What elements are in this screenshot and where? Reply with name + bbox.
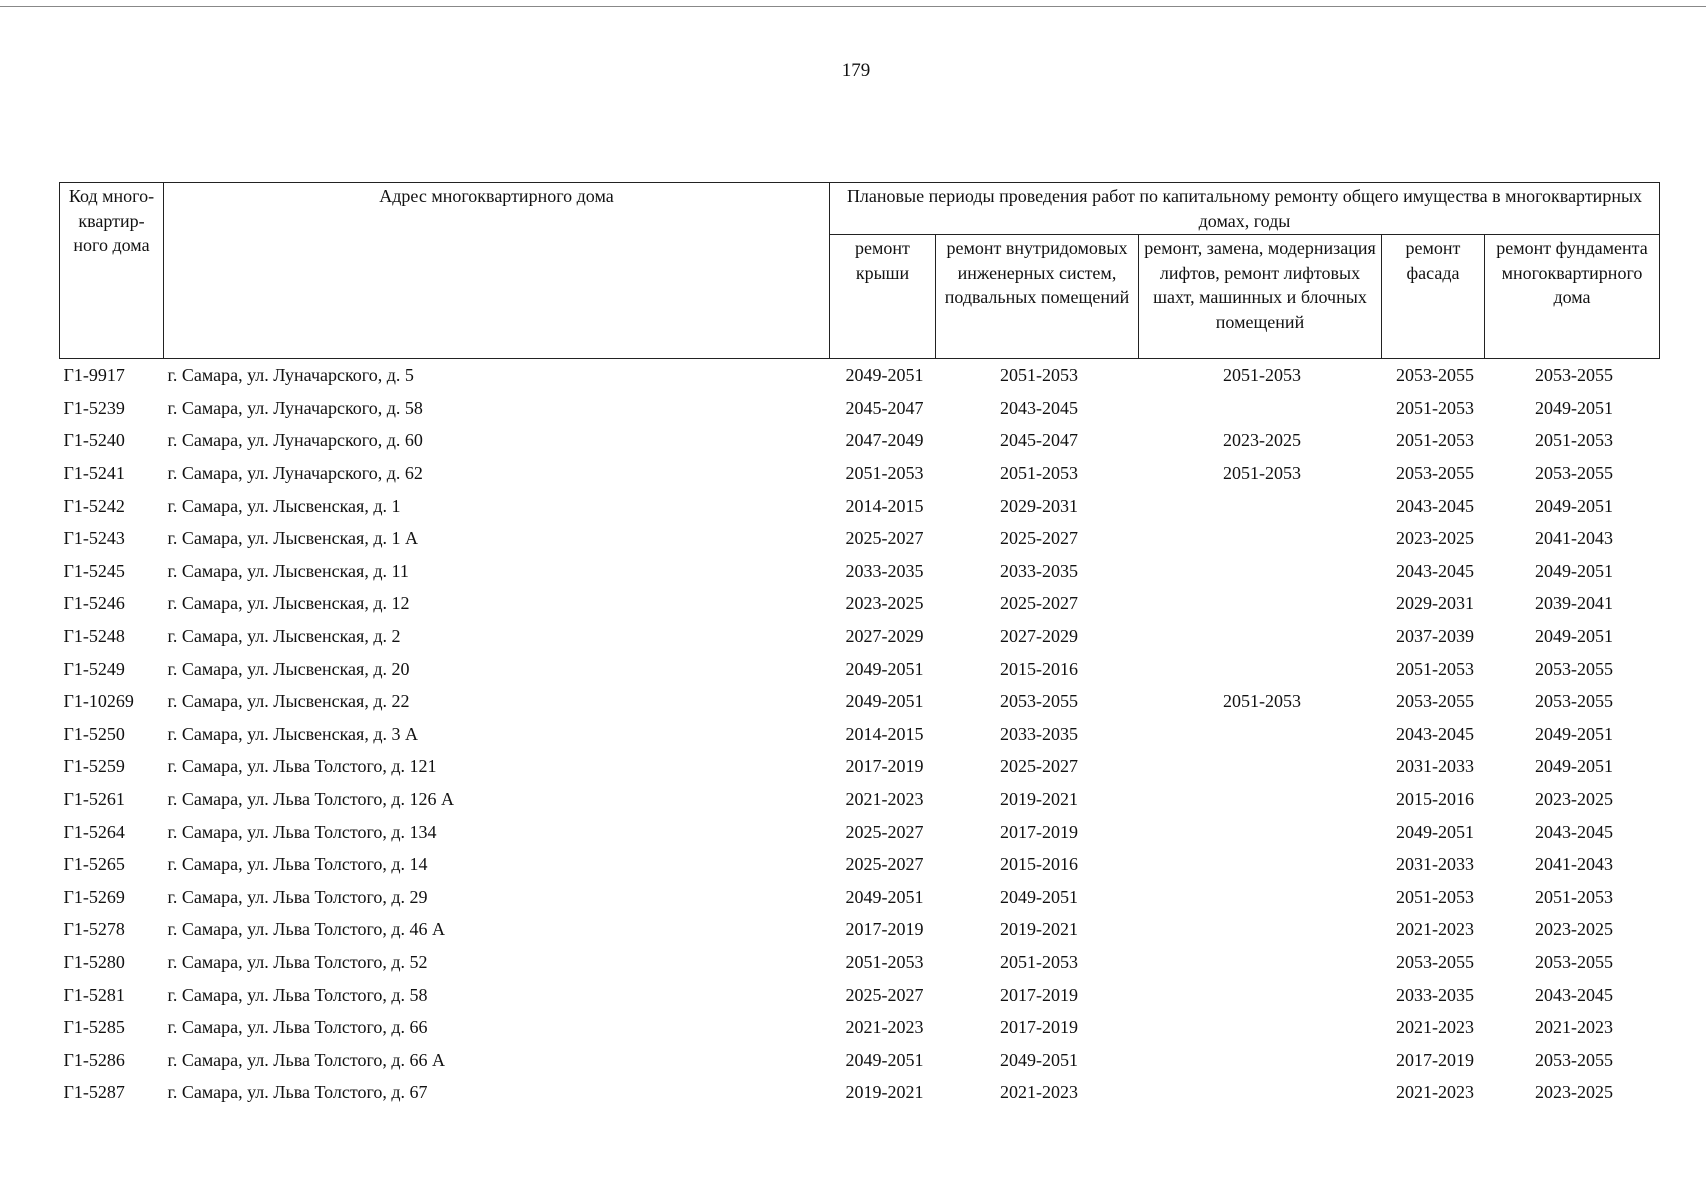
cell-foundation: 2023-2025	[1535, 919, 1613, 940]
cell-code: Г1-5269	[63, 886, 125, 907]
header-facade: ремонт фасада	[1382, 235, 1485, 359]
cell-roof: 2049-2051	[845, 365, 924, 386]
cell-facade: 2029-2031	[1396, 593, 1474, 614]
cell-roof: 2049-2051	[845, 1049, 924, 1070]
cell-roof: 2047-2049	[845, 430, 924, 451]
cell-code: Г1-5285	[63, 1017, 125, 1038]
cell-systems: 2025-2027	[1000, 593, 1078, 614]
cell-roof: 2017-2019	[845, 756, 924, 777]
cell-systems: 2019-2021	[1000, 919, 1078, 940]
cell-facade: 2015-2016	[1396, 789, 1474, 810]
cell-lifts	[1139, 587, 1382, 620]
cell-address: г. Самара, ул. Льва Толстого, д. 58	[167, 984, 428, 1005]
cell-lifts	[1139, 848, 1382, 881]
cell-address: г. Самара, ул. Льва Толстого, д. 67	[167, 1082, 428, 1103]
cell-roof: 2023-2025	[845, 593, 924, 614]
table-row	[60, 392, 1660, 425]
cell-systems: 2015-2016	[1000, 658, 1078, 679]
capital-repair-schedule-table	[59, 182, 1660, 1109]
table-row	[60, 424, 1660, 457]
cell-systems: 2017-2019	[1000, 1017, 1078, 1038]
cell-systems: 2027-2029	[1000, 626, 1078, 647]
cell-code: Г1-5287	[63, 1082, 125, 1103]
cell-address: г. Самара, ул. Льва Толстого, д. 66 А	[167, 1049, 446, 1070]
cell-lifts	[1139, 718, 1382, 751]
cell-lifts	[1139, 620, 1382, 653]
table-row	[60, 881, 1660, 914]
cell-address: г. Самара, ул. Лысвенская, д. 2	[167, 626, 401, 647]
cell-lifts: 2051-2053	[1223, 365, 1301, 386]
cell-code: Г1-5239	[63, 397, 125, 418]
cell-systems: 2051-2053	[1000, 463, 1078, 484]
cell-systems: 2033-2035	[1000, 723, 1078, 744]
cell-lifts	[1139, 815, 1382, 848]
cell-lifts	[1139, 392, 1382, 425]
cell-address: г. Самара, ул. Лысвенская, д. 1	[167, 495, 401, 516]
cell-roof: 2049-2051	[845, 691, 924, 712]
table-row	[60, 359, 1660, 392]
table-row	[60, 913, 1660, 946]
cell-lifts: 2051-2053	[1223, 691, 1301, 712]
cell-roof: 2017-2019	[845, 919, 924, 940]
cell-systems: 2045-2047	[1000, 430, 1078, 451]
cell-foundation: 2051-2053	[1535, 886, 1613, 907]
cell-facade: 2023-2025	[1396, 528, 1474, 549]
cell-lifts: 2051-2053	[1223, 463, 1301, 484]
table-row	[60, 457, 1660, 490]
header-roof: ремонт крыши	[830, 235, 936, 359]
cell-roof: 2025-2027	[845, 854, 924, 875]
cell-roof: 2025-2027	[845, 984, 924, 1005]
table-row	[60, 587, 1660, 620]
cell-address: г. Самара, ул. Луначарского, д. 58	[167, 397, 423, 418]
cell-code: Г1-5246	[63, 593, 125, 614]
cell-foundation: 2053-2055	[1535, 463, 1613, 484]
cell-foundation: 2053-2055	[1535, 951, 1613, 972]
cell-roof: 2019-2021	[845, 1082, 924, 1103]
cell-code: Г1-5250	[63, 723, 125, 744]
cell-roof: 2014-2015	[845, 495, 924, 516]
cell-roof: 2021-2023	[845, 789, 924, 810]
cell-systems: 2025-2027	[1000, 756, 1078, 777]
cell-address: г. Самара, ул. Льва Толстого, д. 66	[167, 1017, 428, 1038]
cell-lifts	[1139, 913, 1382, 946]
cell-lifts	[1139, 489, 1382, 522]
cell-facade: 2051-2053	[1396, 430, 1474, 451]
header-code: Код много-квартир-ного дома	[60, 183, 164, 359]
top-rule	[0, 6, 1706, 7]
cell-roof: 2021-2023	[845, 1017, 924, 1038]
cell-facade: 2021-2023	[1396, 1017, 1474, 1038]
cell-code: Г1-5245	[63, 560, 125, 581]
cell-address: г. Самара, ул. Лысвенская, д. 11	[167, 560, 409, 581]
cell-code: Г1-5242	[63, 495, 125, 516]
cell-lifts	[1139, 946, 1382, 979]
cell-facade: 2021-2023	[1396, 1082, 1474, 1103]
cell-foundation: 2049-2051	[1535, 397, 1613, 418]
cell-foundation: 2051-2053	[1535, 430, 1613, 451]
cell-roof: 2051-2053	[845, 463, 924, 484]
cell-facade: 2053-2055	[1396, 365, 1474, 386]
cell-facade: 2053-2055	[1396, 463, 1474, 484]
cell-code: Г1-5241	[63, 463, 125, 484]
cell-foundation: 2053-2055	[1535, 1049, 1613, 1070]
cell-address: г. Самара, ул. Лысвенская, д. 12	[167, 593, 410, 614]
cell-facade: 2037-2039	[1396, 626, 1474, 647]
cell-roof: 2025-2027	[845, 821, 924, 842]
table-body	[60, 359, 1660, 1109]
cell-foundation: 2021-2023	[1535, 1017, 1613, 1038]
cell-code: Г1-5264	[63, 821, 125, 842]
cell-code: Г1-5278	[63, 919, 125, 940]
cell-lifts	[1139, 522, 1382, 555]
table-row	[60, 555, 1660, 588]
table-row	[60, 1076, 1660, 1109]
table-row	[60, 652, 1660, 685]
cell-systems: 2029-2031	[1000, 495, 1078, 516]
cell-lifts	[1139, 555, 1382, 588]
cell-facade: 2043-2045	[1396, 495, 1474, 516]
cell-facade: 2051-2053	[1396, 658, 1474, 679]
cell-systems: 2051-2053	[1000, 951, 1078, 972]
cell-code: Г1-9917	[63, 365, 125, 386]
cell-systems: 2043-2045	[1000, 397, 1078, 418]
table-row	[60, 522, 1660, 555]
header-foundation: ремонт фундамента многоквартирного дома	[1485, 235, 1660, 359]
cell-roof: 2051-2053	[845, 951, 924, 972]
cell-address: г. Самара, ул. Льва Толстого, д. 121	[167, 756, 437, 777]
cell-systems: 2051-2053	[1000, 365, 1078, 386]
table-row	[60, 489, 1660, 522]
cell-address: г. Самара, ул. Луначарского, д. 62	[167, 463, 423, 484]
cell-systems: 2025-2027	[1000, 528, 1078, 549]
cell-code: Г1-5261	[63, 789, 125, 810]
cell-foundation: 2043-2045	[1535, 821, 1613, 842]
cell-roof: 2045-2047	[845, 397, 924, 418]
cell-facade: 2053-2055	[1396, 691, 1474, 712]
cell-lifts	[1139, 1043, 1382, 1076]
cell-systems: 2017-2019	[1000, 821, 1078, 842]
table-row	[60, 815, 1660, 848]
cell-roof: 2025-2027	[845, 528, 924, 549]
cell-facade: 2049-2051	[1396, 821, 1474, 842]
cell-foundation: 2053-2055	[1535, 365, 1613, 386]
cell-systems: 2033-2035	[1000, 560, 1078, 581]
cell-systems: 2049-2051	[1000, 1049, 1078, 1070]
table-row	[60, 946, 1660, 979]
cell-address: г. Самара, ул. Луначарского, д. 60	[167, 430, 423, 451]
cell-foundation: 2049-2051	[1535, 560, 1613, 581]
cell-foundation: 2023-2025	[1535, 789, 1613, 810]
cell-systems: 2049-2051	[1000, 886, 1078, 907]
cell-address: г. Самара, ул. Льва Толстого, д. 46 А	[167, 919, 446, 940]
cell-foundation: 2041-2043	[1535, 854, 1613, 875]
cell-code: Г1-5281	[63, 984, 125, 1005]
table-row	[60, 1011, 1660, 1044]
cell-facade: 2053-2055	[1396, 951, 1474, 972]
header-lifts: ремонт, замена, модернизация лифтов, ремонт лифтовых шахт, машинных и блочных помещений	[1139, 235, 1382, 359]
table-row	[60, 783, 1660, 816]
cell-address: г. Самара, ул. Лысвенская, д. 1 А	[167, 528, 418, 549]
cell-lifts: 2023-2025	[1223, 430, 1301, 451]
table-row	[60, 620, 1660, 653]
cell-foundation: 2049-2051	[1535, 756, 1613, 777]
cell-facade: 2051-2053	[1396, 397, 1474, 418]
cell-systems: 2015-2016	[1000, 854, 1078, 875]
cell-lifts	[1139, 978, 1382, 1011]
cell-code: Г1-5286	[63, 1049, 125, 1070]
cell-roof: 2033-2035	[845, 560, 924, 581]
cell-lifts	[1139, 1011, 1382, 1044]
cell-facade: 2031-2033	[1396, 854, 1474, 875]
cell-foundation: 2053-2055	[1535, 658, 1613, 679]
cell-lifts	[1139, 783, 1382, 816]
cell-roof: 2014-2015	[845, 723, 924, 744]
cell-code: Г1-5265	[63, 854, 125, 875]
table-row	[60, 718, 1660, 751]
cell-code: Г1-5248	[63, 626, 125, 647]
cell-foundation: 2053-2055	[1535, 691, 1613, 712]
cell-address: г. Самара, ул. Льва Толстого, д. 29	[167, 886, 428, 907]
cell-facade: 2043-2045	[1396, 723, 1474, 744]
cell-roof: 2027-2029	[845, 626, 924, 647]
cell-facade: 2031-2033	[1396, 756, 1474, 777]
cell-address: г. Самара, ул. Льва Толстого, д. 134	[167, 821, 437, 842]
cell-facade: 2043-2045	[1396, 560, 1474, 581]
cell-foundation: 2043-2045	[1535, 984, 1613, 1005]
cell-foundation: 2049-2051	[1535, 495, 1613, 516]
cell-facade: 2051-2053	[1396, 886, 1474, 907]
cell-roof: 2049-2051	[845, 658, 924, 679]
cell-address: г. Самара, ул. Лысвенская, д. 22	[167, 691, 410, 712]
table-row	[60, 978, 1660, 1011]
cell-systems: 2017-2019	[1000, 984, 1078, 1005]
cell-address: г. Самара, ул. Лысвенская, д. 3 А	[167, 723, 418, 744]
cell-systems: 2053-2055	[1000, 691, 1078, 712]
cell-roof: 2049-2051	[845, 886, 924, 907]
cell-address: г. Самара, ул. Льва Толстого, д. 126 А	[167, 789, 455, 810]
cell-address: г. Самара, ул. Льва Толстого, д. 14	[167, 854, 428, 875]
header-address: Адрес многоквартирного дома	[164, 183, 830, 359]
cell-facade: 2017-2019	[1396, 1049, 1474, 1070]
cell-code: Г1-5243	[63, 528, 125, 549]
cell-lifts	[1139, 652, 1382, 685]
cell-code: Г1-5240	[63, 430, 125, 451]
cell-foundation: 2039-2041	[1535, 593, 1613, 614]
cell-foundation: 2049-2051	[1535, 626, 1613, 647]
cell-code: Г1-5259	[63, 756, 125, 777]
table-row	[60, 848, 1660, 881]
table-row	[60, 750, 1660, 783]
header-group: Плановые периоды проведения работ по капитальному ремонту общего имущества в многоквартирных домах, годы	[830, 183, 1660, 235]
cell-lifts	[1139, 1076, 1382, 1109]
page-number: 179	[841, 60, 871, 81]
cell-foundation: 2041-2043	[1535, 528, 1613, 549]
header-systems: ремонт внутридомовых инженерных систем, подвальных помещений	[936, 235, 1139, 359]
cell-code: Г1-5249	[63, 658, 125, 679]
cell-facade: 2021-2023	[1396, 919, 1474, 940]
cell-address: г. Самара, ул. Льва Толстого, д. 52	[167, 951, 428, 972]
cell-code: Г1-10269	[63, 691, 134, 712]
cell-systems: 2021-2023	[1000, 1082, 1078, 1103]
cell-address: г. Самара, ул. Луначарского, д. 5	[167, 365, 414, 386]
cell-address: г. Самара, ул. Лысвенская, д. 20	[167, 658, 410, 679]
table-header	[60, 183, 1660, 359]
cell-systems: 2019-2021	[1000, 789, 1078, 810]
cell-facade: 2033-2035	[1396, 984, 1474, 1005]
table-row	[60, 1043, 1660, 1076]
cell-code: Г1-5280	[63, 951, 125, 972]
cell-foundation: 2023-2025	[1535, 1082, 1613, 1103]
cell-lifts	[1139, 750, 1382, 783]
table-row	[60, 685, 1660, 718]
cell-foundation: 2049-2051	[1535, 723, 1613, 744]
cell-lifts	[1139, 881, 1382, 914]
